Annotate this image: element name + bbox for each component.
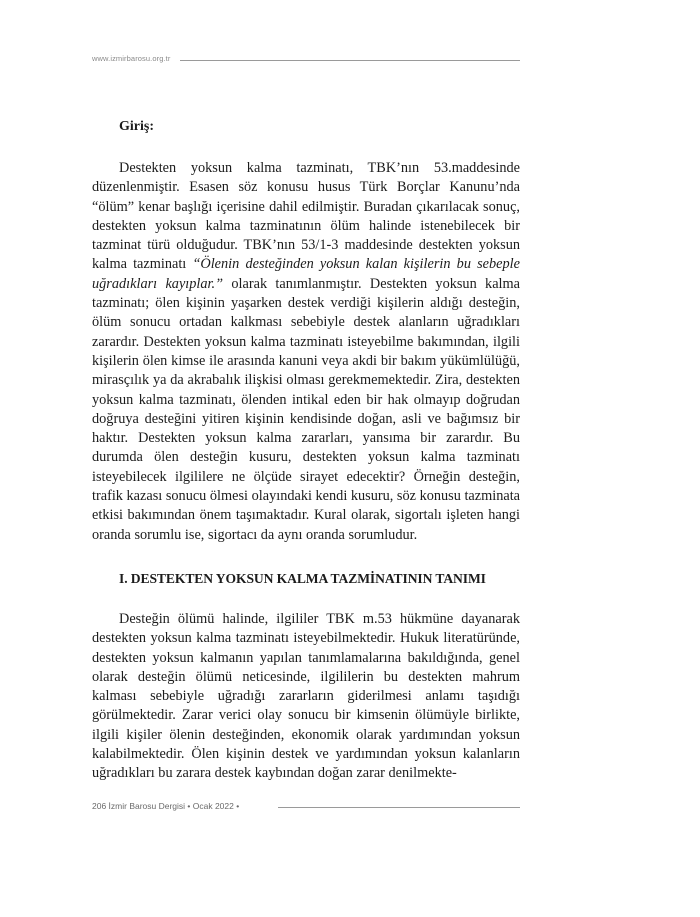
intro-heading: Giriş: [119, 119, 154, 134]
section-heading: I. DESTEKTEN YOKSUN KALMA TAZMİNATININ TANIMI [119, 570, 486, 586]
intro-text-2: olarak tanımlanmıştır. Destekten yoksun kalma tazminatı; ölen kişinin yaşarken destek verdiği kişilerin aldığı desteğin, ölüm sonucu ortadan kalkması sebebiyle destek alanların uğradıkları zarardır. Destekten yoksun kalma tazminatı isteyebilme bakımından, ilgili kişilerin ölen kimse ile arasında kanuni veya akdi bir bakım yükümlülüğü, mirasçılık ya da akrabalık ilişkisi olması gerekmemektedir. Zira, destekten yoksun kalma tazminatı, ölenden intikal eden bir hak olmayıp doğrudan doğruya desteğini yitiren kişinin kendisinde doğan, asli ve bağımsız bir haktır. Destekten yoksun kalma zararları, yansıma bir zarardır. Bu durumda ölen desteğin kusuru, destekten yoksun kalma tazminatı isteyebilecek ilgililere ne ölçüde sirayet edecektir? Örneğin desteğin, trafik kazası sonucu ölmesi olayındaki kendi kusuru, söz konusu tazminata etkisi bakımından önem taşımaktadır. Kural olarak, sigortalı işleten hangi oranda sorumlu ise, sigortacı da aynı oranda sorumludur. [92, 275, 521, 543]
footer-text: 206 İzmir Barosu Dergisi • Ocak 2022 • [92, 801, 240, 811]
section-paragraph: Desteğin ölümü halinde, ilgililer TBK m.53 hükmüne dayanarak destekten yoksun kalma tazminatı isteyebilmektedir. Hukuk literatüründe, destekten yoksun kalmanın yapılan tanımlamalarına bakıldığında, genel olarak desteğin ölümü neticesinde, ilgililerin bu destekten mahrum kalması sebebiyle uğradığı zararların giderilmesi anlamı taşıdığı görülmektedir. Zarar verici olay sonucu bir kimsenin ölümüyle birlikte, ilgili kişiler ölenin desteğinden, ekonomik olarak yardımından yoksun kalabilmektedir. Ölen kişinin destek ve yardımından yoksun kalanların uğradıkları bu zarara destek kaybından doğan zarar denilmekte- [92, 610, 520, 782]
intro-paragraph [92, 159, 520, 545]
header-url: www.izmirbarosu.org.tr [92, 54, 171, 63]
page-footer [92, 801, 520, 815]
header-rule [180, 60, 520, 61]
intro-quote: “Ölenin desteğinden yoksun kalan kişilerin bu sebeple uğradıkları kayıplar.” [92, 256, 520, 292]
page-header [92, 54, 520, 66]
article-body [92, 116, 520, 784]
intro-text-1: Destekten yoksun kalma tazminatı, TBK’nın 53.maddesinde düzenlenmiştir. Esasen söz konusu husus Türk Borçlar Kanunu’nda “ölüm” kenar başlığı içerisine dahil edilmiştir. Buradan çıkarılacak sonuç, destekten yoksun kalma tazminatının ölüm halinde istenebilecek bir tazminat türü olduğudur. TBK’nın 53/1-3 maddesinde destekten yoksun kalma tazminatı [92, 160, 520, 273]
footer-rule [278, 807, 520, 808]
